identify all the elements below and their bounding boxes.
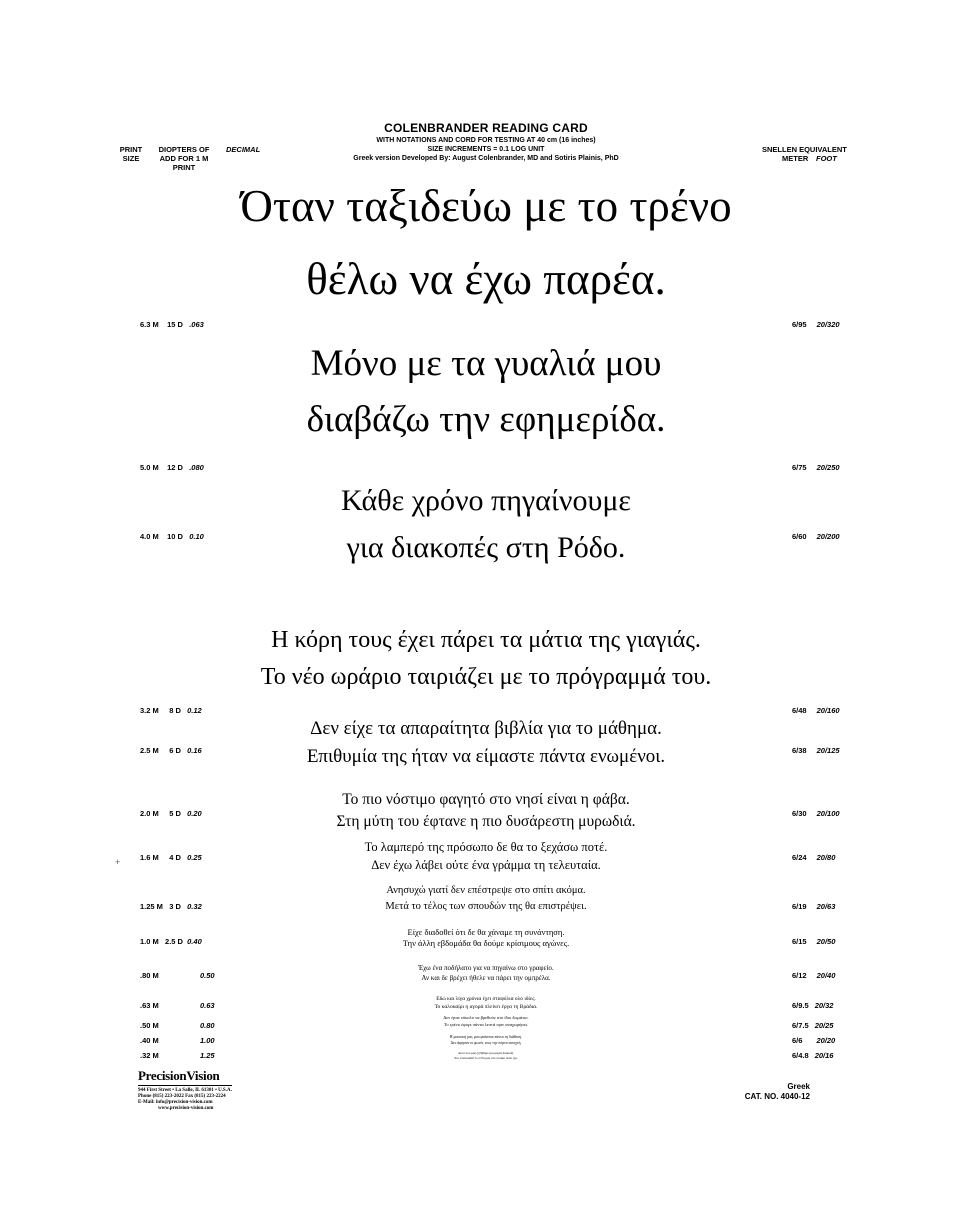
sentence-23: Δεν ήταν εύκολο να βρεθούν στο ίδιο δωμάτιο. xyxy=(443,1015,529,1020)
row-label-right: 6/12 20/40 xyxy=(792,971,836,980)
row-label-left: 6.3 M 15 D .063 xyxy=(140,320,204,329)
sentence-6: για διακοπές στη Ρόδο. xyxy=(346,531,626,564)
row-label-left: .50 M 0.80 xyxy=(140,1021,215,1030)
catalog-number: CAT. NO. 4040-12 xyxy=(744,1092,810,1101)
row-label-left: 1.6 M 4 D 0.25 xyxy=(140,853,202,862)
row-label-right: 6/15 20/50 xyxy=(792,937,836,946)
sentence-1: Όταν ταξιδεύω με το τρένο xyxy=(240,181,732,231)
row-label-left: .32 M 1.25 xyxy=(140,1051,215,1060)
precision-vision-logo xyxy=(138,1068,232,1112)
row-label-right: 6/24 20/80 xyxy=(792,853,836,862)
language-label: Greek xyxy=(787,1082,810,1091)
logo-phone: Phone (815) 223-2022 Fax (815) 223-2224 xyxy=(138,1094,226,1099)
row-label-right: 6/9.5 20/32 xyxy=(792,1001,834,1010)
row-label-right: 6/60 20/200 xyxy=(792,532,840,541)
snellen-header: SNELLEN EQUIVALENT xyxy=(762,145,847,154)
row-label-right: 6/38 20/125 xyxy=(792,746,840,755)
row-label-left: .40 M 1.00 xyxy=(140,1036,215,1045)
row-label-left: 1.25 M 3 D 0.32 xyxy=(140,902,202,911)
sentence-15: Ανησυχώ γιατί δεν επέστρεψε στο σπίτι ακόμα. xyxy=(386,885,586,896)
logo-name: PrecisionVision xyxy=(138,1068,220,1083)
row-label-left: 4.0 M 10 D 0.10 xyxy=(140,532,204,541)
row-label-left: 1.0 M 2.5 D 0.40 xyxy=(140,937,202,946)
row-label-right: 6/6 20/20 xyxy=(792,1036,836,1045)
sentence-14: Δεν έχω λάβει ούτε ένα γράμμα τη τελευταία. xyxy=(371,858,601,872)
row-label-left: 3.2 M 8 D 0.12 xyxy=(140,706,202,715)
sentence-12: Στη μύτη του έφτανε η πιο δυσάρεστη μυρωδιά. xyxy=(336,813,636,830)
sentence-13: Το λαμπερό της πρόσωπο δε θα το ξεχάσω ποτέ. xyxy=(364,840,608,854)
sentence-5: Κάθε χρόνο πηγαίνουμε xyxy=(340,484,632,517)
sentence-7: Η κόρη τους έχει πάρει τα μάτια της γιαγιάς. xyxy=(271,627,701,653)
crosshair-mark: + xyxy=(115,857,121,867)
sentence-19: Έχω ένα ποδήλατο για να πηγαίνω στο γραφείο. xyxy=(418,964,554,972)
logo-web: www.precision-vision.com xyxy=(158,1106,214,1111)
logo-underline xyxy=(138,1085,232,1086)
sentence-9: Δεν είχε τα απαραίτητα βιβλία για το μάθημα. xyxy=(310,718,662,739)
row-label-right: 6/19 20/63 xyxy=(792,902,836,911)
sentence-26: Δεν άφησαν οι φωνές τους την πόρτα ανοιχτή. xyxy=(450,1041,522,1045)
sentence-24: Το τρένο έφυγε πάντα λεπτά πριν αναχωρήσει. xyxy=(443,1022,529,1027)
sentence-2: θέλω να έχω παρέα. xyxy=(306,254,666,304)
row-label-left: 2.0 M 5 D 0.20 xyxy=(140,809,202,818)
row-label-right: 6/75 20/250 xyxy=(792,463,840,472)
sentence-3: Μόνο με τα γυαλιά μου xyxy=(310,343,662,384)
logo-address: 944 First Street • La Salle, IL 61301 • U.S.A. xyxy=(138,1088,232,1093)
row-label-left: .80 M 0.50 xyxy=(140,971,215,980)
sentence-22: Το καλοκαίρι η αγορά πλείνει έργα τη Βράδια. xyxy=(434,1004,538,1010)
sentence-20: Αν και δε βρέχει ήθελε να πάρει την ομπρέλα. xyxy=(421,974,551,982)
header-line-2: SIZE INCREMENTS = 0.1 LOG UNIT xyxy=(427,146,545,153)
row-label-right: 6/4.8 20/16 xyxy=(792,1051,834,1060)
sentence-27: Αυτό που μας ζητήθηκε μια μικρή διακοπή. xyxy=(458,1051,514,1055)
row-label-right: 6/7.5 20/25 xyxy=(792,1021,834,1030)
meter-header: METER xyxy=(782,154,809,163)
sentence-21: Εδώ και λίγα χρόνια έχει σταφύλια ολο ιδίες. xyxy=(436,996,536,1002)
row-label-right: 6/30 20/100 xyxy=(792,809,840,818)
diopters-header: DIOPTERS OF ADD FOR 1 M PRINT xyxy=(158,145,210,172)
sentence-18: Την άλλη εβδομάδα θα δούμε κρίσιμους αγώνες. xyxy=(402,938,570,948)
row-label-right: 6/95 20/320 xyxy=(792,320,840,329)
logo-email: E-Mail: info@precision-vision.com xyxy=(138,1100,213,1105)
row-label-right: 6/48 20/160 xyxy=(792,706,840,715)
sentence-28: Στο επισκεφθεί το σπίτι μας στο ποτάμι πολύ όχι. xyxy=(454,1056,518,1060)
sentence-25: Η μουσική μας μου φαίνεται πάντα τη διάθεση. xyxy=(449,1035,523,1039)
row-label-left: 5.0 M 12 D .080 xyxy=(140,463,204,472)
header-line-3: Greek version Developed By: August Colenbrander, MD and Sotiris Plainis, PhD xyxy=(353,155,619,162)
sentence-11: Το πιο νόστιμο φαγητό στο νησί είναι η φάβα. xyxy=(342,791,630,808)
sentence-4: διαβάζω την εφημερίδα. xyxy=(306,399,666,440)
sentence-16: Μετά το τέλος των σπουδών της θα επιστρέψει. xyxy=(385,901,587,912)
card-title: COLENBRANDER READING CARD xyxy=(384,121,588,135)
sentence-8: Το νέο ωράριο ταιριάζει με το πρόγραμμά του. xyxy=(260,664,712,690)
row-label-left: 2.5 M 6 D 0.16 xyxy=(140,746,202,755)
header-line-1: WITH NOTATIONS AND CORD FOR TESTING AT 40 cm (16 inches) xyxy=(376,137,596,144)
print-size-header: PRINT SIZE xyxy=(119,145,143,163)
row-label-left: .63 M 0.63 xyxy=(140,1001,215,1010)
decimal-header: DECIMAL xyxy=(226,145,261,154)
sentence-17: Είχε διαδοθεί ότι δε θα χάναμε τη συνάντηση. xyxy=(407,927,565,937)
sentence-10: Επιθυμία της ήταν να είμαστε πάντα ενωμένοι. xyxy=(306,746,666,767)
foot-header: FOOT xyxy=(816,154,837,163)
